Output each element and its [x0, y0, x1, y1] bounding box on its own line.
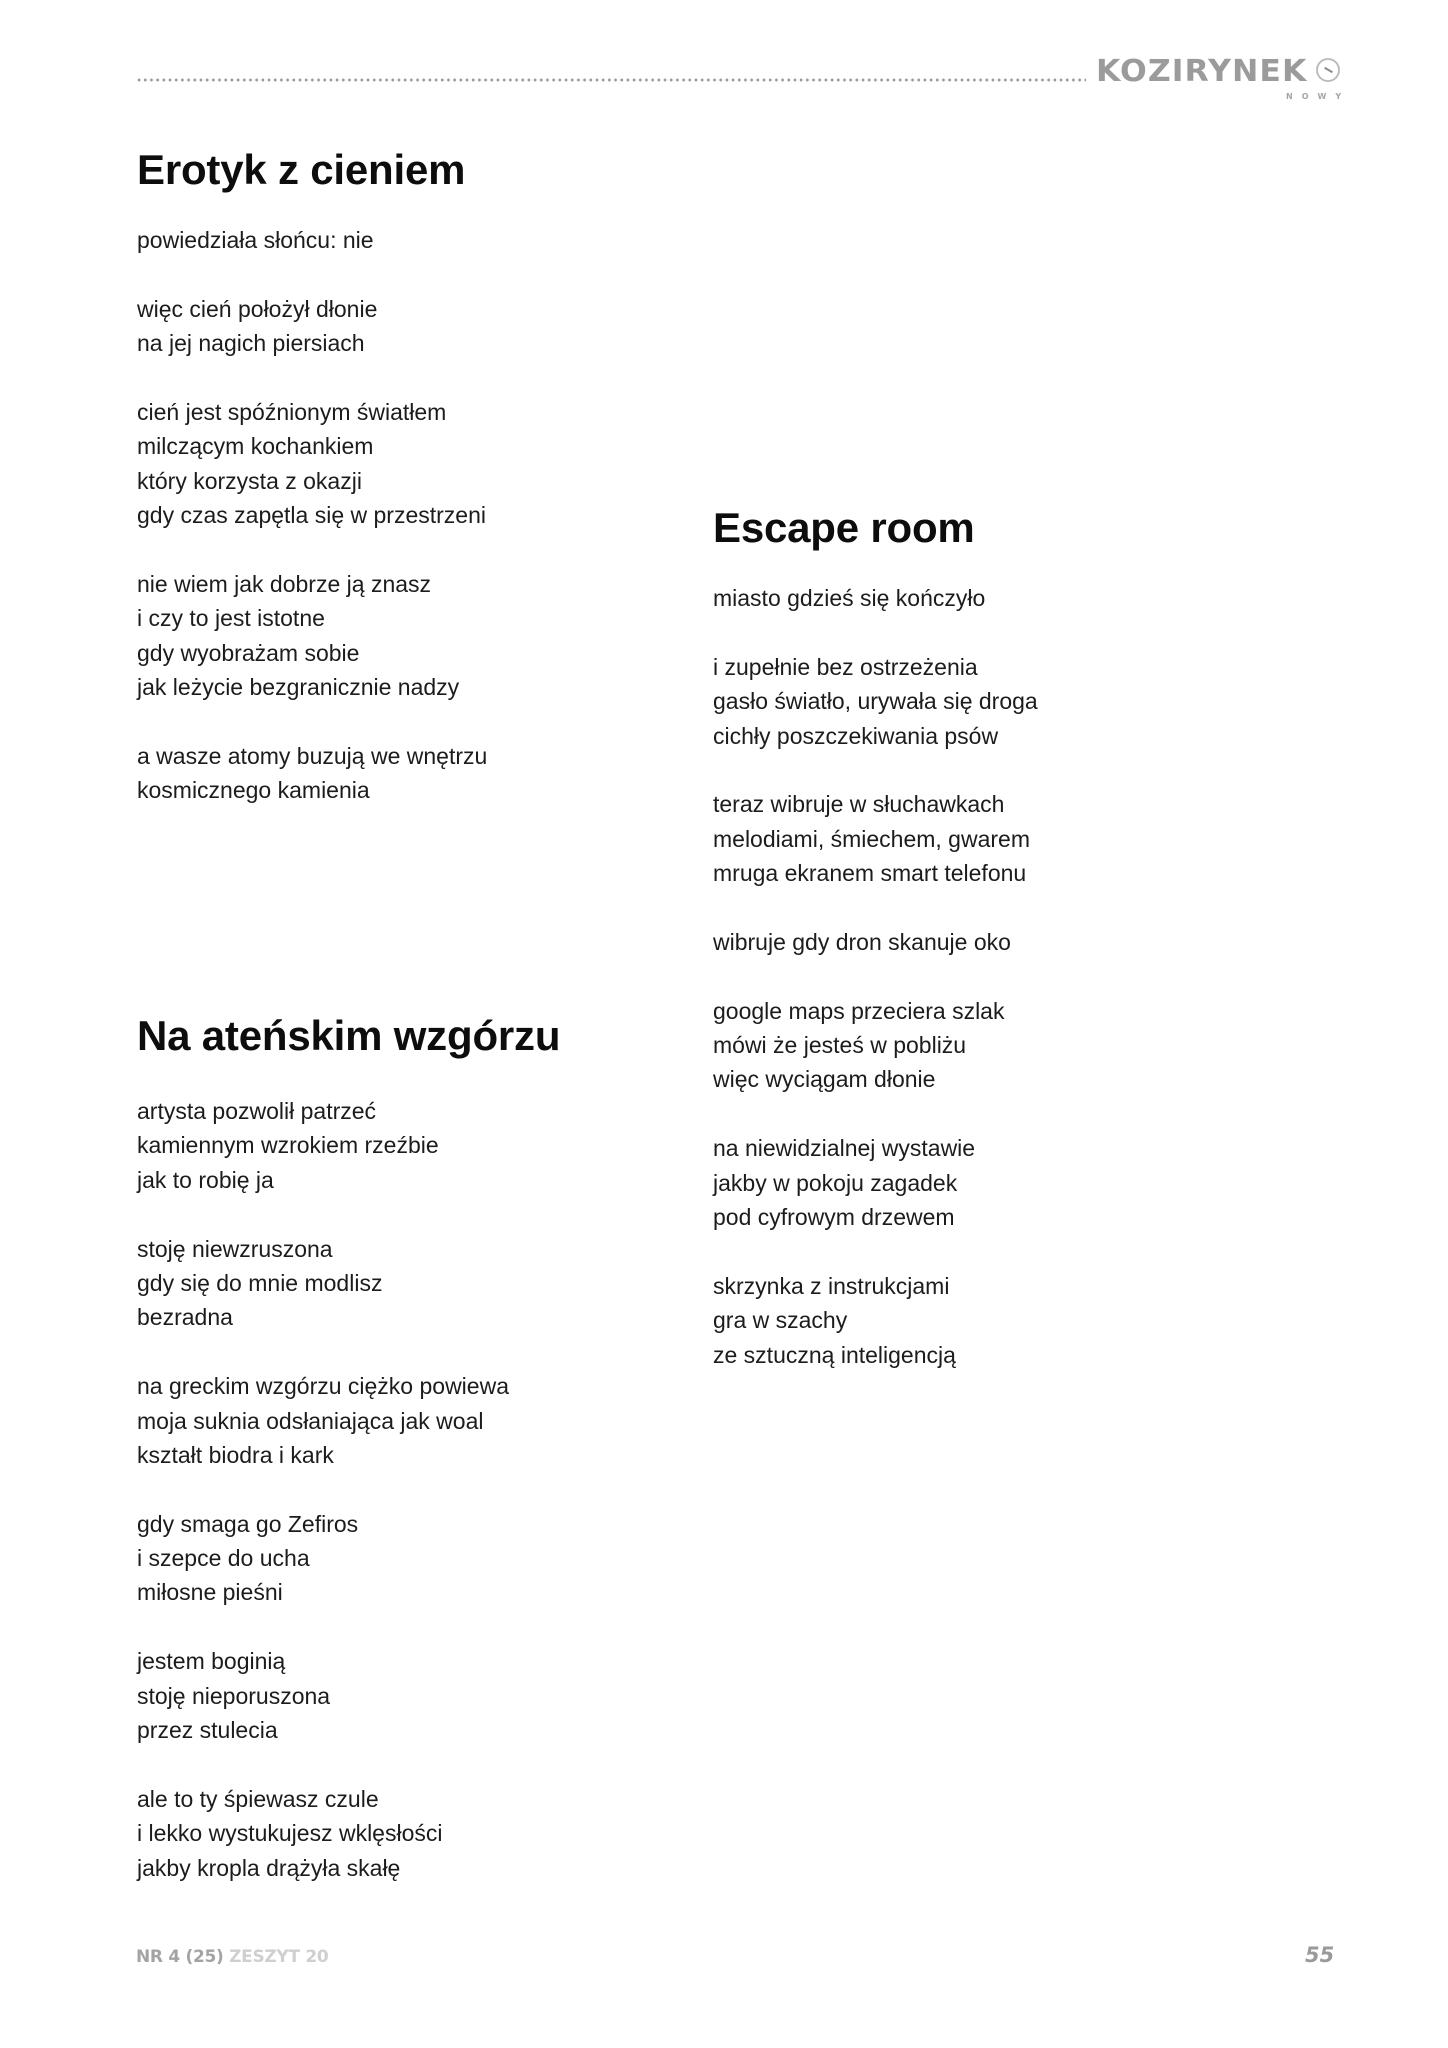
poem-line: milczącym kochankiem — [137, 433, 374, 460]
stanza — [137, 1232, 560, 1335]
poem-body — [137, 1094, 560, 1885]
poem-body — [137, 223, 487, 808]
stanza — [137, 1369, 560, 1472]
poem-line: miasto gdzieś się kończyło — [713, 585, 986, 611]
poem-line: na jej nagich piersiach — [137, 330, 365, 357]
poem-body — [713, 581, 1038, 1372]
poem-escape-room — [713, 503, 1038, 1372]
poem-line: jak to robię ja — [137, 1166, 274, 1193]
stanza — [713, 581, 1038, 615]
poem-line: gdy wyobrażam sobie — [137, 639, 360, 666]
poem-line: na greckim wzgórzu ciężko powiewa — [137, 1373, 509, 1400]
poem-line: mówi że jesteś w pobliżu — [713, 1032, 967, 1059]
stanza — [713, 1131, 1038, 1234]
poem-line: jakby kropla drążyła skałę — [137, 1854, 401, 1881]
poem-line: wibruje gdy dron skanuje oko — [713, 928, 1011, 955]
poem-line: kształt biodra i kark — [137, 1441, 334, 1468]
logo-wordmark: KOZIRYNEK — [1096, 54, 1308, 89]
poem-line: gdy smaga go Zefiros — [137, 1510, 359, 1537]
poem-line: gra w szachy — [713, 1307, 848, 1334]
poem-title: Escape room — [713, 504, 975, 551]
header-dotted-rule — [136, 78, 1086, 82]
poem-line: ale to ty śpiewasz czule — [137, 1785, 379, 1812]
logo-seal-icon — [1316, 58, 1340, 82]
stanza — [137, 1507, 560, 1610]
stanza — [137, 1644, 560, 1747]
poem-line: i czy to jest istotne — [137, 605, 325, 632]
stanza — [713, 1269, 1038, 1372]
poem-erotyk-z-cieniem — [137, 145, 487, 808]
poem-line: powiedziała słońcu: nie — [137, 227, 374, 253]
poem-line: ze sztuczną inteligencją — [713, 1341, 956, 1368]
poem-line: który korzysta z okazji — [137, 467, 362, 494]
poem-line: na niewidzialnej wystawie — [713, 1135, 976, 1162]
poem-line: a wasze atomy buzują we wnętrzu — [137, 742, 488, 769]
poem-line: artysta pozwolił patrzeć — [137, 1098, 377, 1124]
stanza — [713, 787, 1038, 890]
poem-line: moja suknia odsłaniająca jak woal — [137, 1407, 484, 1434]
stanza — [137, 1094, 560, 1197]
magazine-logo — [1096, 52, 1356, 101]
poem-title: Erotyk z cieniem — [137, 146, 466, 193]
poem-line: skrzynka z instrukcjami — [713, 1272, 950, 1299]
poem-line: gdy się do mnie modlisz — [137, 1269, 383, 1296]
stanza — [137, 1782, 560, 1885]
poem-line: stoję nieporuszona — [137, 1682, 331, 1709]
poem-line: więc cień położył dłonie — [137, 295, 378, 322]
poem-line: i lekko wystukujesz wklęsłości — [137, 1820, 443, 1847]
poem-line: gasło światło, urywała się droga — [713, 688, 1038, 715]
poem-line: stoję niewzruszona — [137, 1235, 333, 1262]
poem-line: melodiami, śmiechem, gwarem — [713, 825, 1030, 852]
poem-line: przez stulecia — [137, 1717, 278, 1744]
poem-title: Na ateńskim wzgórzu — [137, 1012, 561, 1059]
poem-line: cichły poszczekiwania psów — [713, 722, 999, 749]
stanza — [713, 925, 1038, 959]
stanza — [713, 994, 1038, 1097]
poem-line: nie wiem jak dobrze ją znasz — [137, 570, 432, 597]
poem-line: kosmicznego kamienia — [137, 777, 370, 804]
stanza — [137, 395, 487, 533]
stanza — [137, 567, 487, 705]
stanza — [137, 223, 487, 257]
poem-line: jestem boginią — [137, 1648, 286, 1675]
poem-line: więc wyciągam dłonie — [713, 1066, 936, 1093]
stanza — [137, 739, 487, 808]
poem-line: pod cyfrowym drzewem — [713, 1204, 955, 1231]
poem-line: mruga ekranem smart telefonu — [713, 860, 1027, 887]
stanza — [713, 650, 1038, 753]
poem-line: gdy czas zapętla się w przestrzeni — [137, 502, 486, 529]
poem-line: jakby w pokoju zagadek — [713, 1169, 958, 1196]
logo-subtitle: NOWY — [1286, 92, 1351, 101]
page-number: 55 — [1305, 1943, 1335, 1967]
issue-volume: ZESZYT 20 — [229, 1947, 329, 1967]
poem-na-atenskim-wzgorzu — [137, 1011, 560, 1885]
footer-issue-label — [136, 1947, 328, 1967]
poem-line: google maps przeciera szlak — [713, 997, 1005, 1024]
poem-line: bezradna — [137, 1304, 233, 1331]
stanza — [137, 292, 487, 361]
poem-line: cień jest spóźnionym światłem — [137, 398, 447, 425]
issue-number: NR 4 (25) — [136, 1947, 224, 1967]
poem-line: kamiennym wzrokiem rzeźbie — [137, 1132, 439, 1159]
poem-line: i szepce do ucha — [137, 1545, 310, 1572]
poem-line: jak leżycie bezgranicznie nadzy — [137, 674, 460, 701]
poem-line: teraz wibruje w słuchawkach — [713, 791, 1005, 818]
poem-line: miłosne pieśni — [137, 1579, 283, 1606]
poem-line: i zupełnie bez ostrzeżenia — [713, 653, 978, 680]
